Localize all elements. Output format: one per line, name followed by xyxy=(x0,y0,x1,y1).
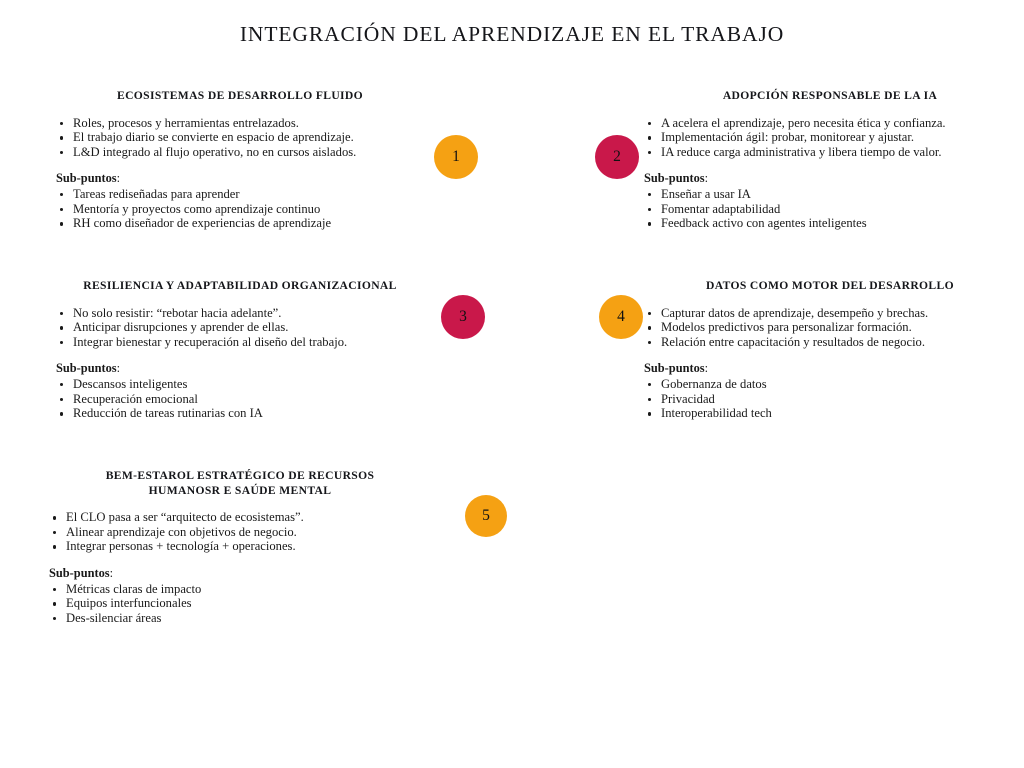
list-item: RH como diseñador de experiencias de aprendizaje xyxy=(56,216,436,231)
subpoints-word: Sub-puntos xyxy=(644,171,705,186)
number-badge-4: 4 xyxy=(599,295,643,339)
block-3-heading: RESILIENCIA Y ADAPTABILIDAD ORGANIZACIONAL xyxy=(83,279,397,292)
block-2-main-bullets xyxy=(634,116,1024,160)
list-item: Enseñar a usar IA xyxy=(644,187,1024,202)
block-3-subpoints-label xyxy=(56,361,436,376)
slide-title: INTEGRACIÓN DEL APRENDIZAJE EN EL TRABAJO xyxy=(239,22,785,46)
list-item: A acelera el aprendizaje, pero necesita ética y confianza. xyxy=(644,116,1024,131)
list-item: IA reduce carga administrativa y libera tiempo de valor. xyxy=(644,145,1024,160)
content-block-4 xyxy=(634,279,1024,421)
list-item: Feedback activo con agentes inteligentes xyxy=(644,216,1024,231)
block-2-subpoints-label xyxy=(644,171,1024,186)
block-3-main-bullets xyxy=(44,306,436,350)
list-item: Relación entre capacitación y resultados de negocio. xyxy=(644,335,1024,350)
list-item: L&D integrado al flujo operativo, no en cursos aislados. xyxy=(56,145,436,160)
block-4-sub-bullets xyxy=(634,377,1024,421)
block-1-main-bullets xyxy=(44,116,436,160)
list-item: Integrar personas + tecnología + operaciones. xyxy=(49,539,436,554)
list-item: Implementación ágil: probar, monitorear y ajustar. xyxy=(644,130,1024,145)
list-item: Alinear aprendizaje con objetivos de negocio. xyxy=(49,525,436,540)
subpoints-colon: : xyxy=(109,565,114,580)
number-badge-2: 2 xyxy=(595,135,639,179)
block-1-heading: ECOSISTEMAS DE DESARROLLO FLUIDO xyxy=(116,89,364,102)
list-item: Roles, procesos y herramientas entrelazados. xyxy=(56,116,436,131)
subpoints-word: Sub-puntos xyxy=(56,171,117,186)
block-1-sub-bullets xyxy=(44,187,436,231)
content-block-1 xyxy=(44,89,436,231)
list-item: No solo resistir: “rebotar hacia adelante”. xyxy=(56,306,436,321)
list-item: Tareas rediseñadas para aprender xyxy=(56,187,436,202)
block-5-sub-bullets xyxy=(44,582,436,626)
content-block-5 xyxy=(44,469,436,625)
subpoints-colon: : xyxy=(116,361,121,376)
list-item: El CLO pasa a ser “arquitecto de ecosistemas”. xyxy=(49,510,436,525)
block-5-heading-line-2: HUMANOSR E SAÚDE MENTAL xyxy=(148,483,332,497)
subpoints-colon: : xyxy=(704,361,709,376)
block-5-main-bullets xyxy=(44,510,436,554)
block-3-sub-bullets xyxy=(44,377,436,421)
list-item: Capturar datos de aprendizaje, desempeño y brechas. xyxy=(644,306,1024,321)
list-item: Descansos inteligentes xyxy=(56,377,436,392)
block-4-subpoints-label xyxy=(644,361,1024,376)
content-block-2 xyxy=(634,89,1024,231)
subpoints-colon: : xyxy=(116,171,121,186)
number-badge-1: 1 xyxy=(434,135,478,179)
list-item: Recuperación emocional xyxy=(56,392,436,407)
list-item: El trabajo diario se convierte en espacio de aprendizaje. xyxy=(56,130,436,145)
block-5-heading-line-1: BEM-ESTAROL ESTRATÉGICO DE RECURSOS xyxy=(105,469,375,482)
list-item: Mentoría y proyectos como aprendizaje continuo xyxy=(56,202,436,217)
subpoints-word: Sub-puntos xyxy=(49,565,110,580)
block-4-main-bullets xyxy=(634,306,1024,350)
list-item: Integrar bienestar y recuperación al diseño del trabajo. xyxy=(56,335,436,350)
number-badge-3: 3 xyxy=(441,295,485,339)
subpoints-word: Sub-puntos xyxy=(56,361,117,376)
list-item: Privacidad xyxy=(644,392,1024,407)
list-item: Gobernanza de datos xyxy=(644,377,1024,392)
list-item: Reducción de tareas rutinarias con IA xyxy=(56,406,436,421)
list-item: Fomentar adaptabilidad xyxy=(644,202,1024,217)
list-item: Modelos predictivos para personalizar formación. xyxy=(644,320,1024,335)
block-5-subpoints-label xyxy=(49,566,436,581)
number-badge-5: 5 xyxy=(465,495,507,537)
list-item: Des-silenciar áreas xyxy=(49,611,436,626)
block-1-subpoints-label xyxy=(56,171,436,186)
subpoints-colon: : xyxy=(704,171,709,186)
block-4-heading: DATOS COMO MOTOR DEL DESARROLLO xyxy=(706,279,954,292)
content-block-3 xyxy=(44,279,436,421)
block-2-sub-bullets xyxy=(634,187,1024,231)
block-5-heading xyxy=(44,469,436,498)
block-2-heading: ADOPCIÓN RESPONSABLE DE LA IA xyxy=(722,89,938,102)
list-item: Anticipar disrupciones y aprender de ellas. xyxy=(56,320,436,335)
list-item: Métricas claras de impacto xyxy=(49,582,436,597)
list-item: Interoperabilidad tech xyxy=(644,406,1024,421)
subpoints-word: Sub-puntos xyxy=(644,361,705,376)
list-item: Equipos interfuncionales xyxy=(49,596,436,611)
